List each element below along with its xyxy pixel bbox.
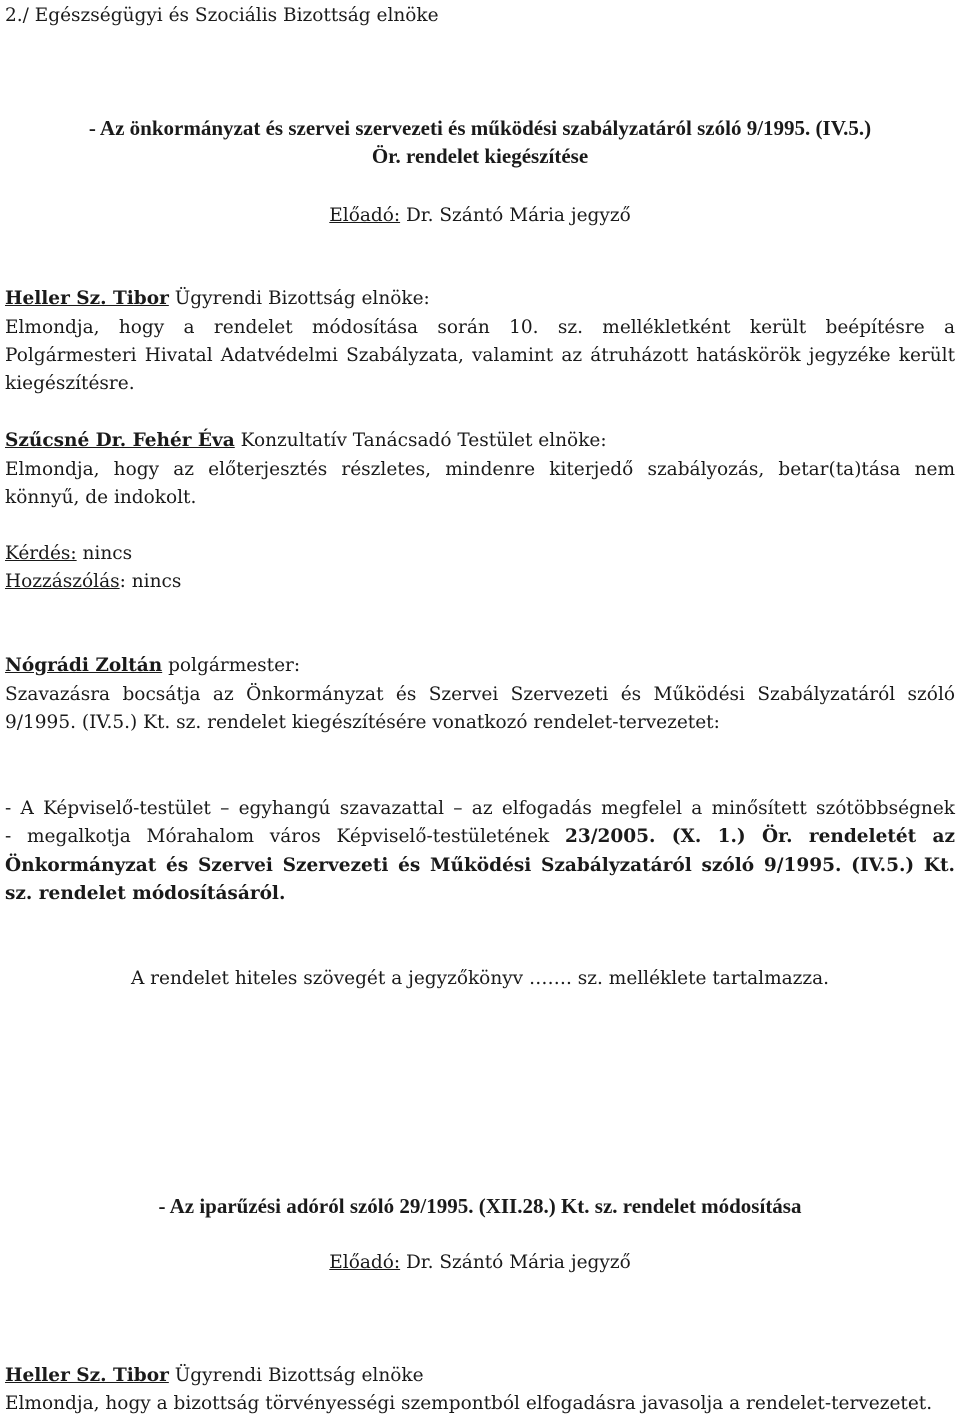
speaker-heading xyxy=(5,284,955,313)
speaker-role: Konzultatív Tanácsadó Testület elnöke: xyxy=(240,430,607,451)
appendix-note: A rendelet hiteles szövegét a jegyzőkönyv ……. sz. melléklete tartalmazza. xyxy=(130,968,830,989)
speaker-role: Ügyrendi Bizottság elnöke xyxy=(174,1365,424,1386)
section-heading-text: 2./ Egészségügyi és Szociális Bizottság elnöke xyxy=(5,5,439,26)
section-heading xyxy=(5,1,955,30)
questions-label: Kérdés: xyxy=(5,543,77,564)
presenter-name: Dr. Szántó Mária jegyző xyxy=(400,205,631,226)
presenter-label: Előadó: xyxy=(329,205,401,226)
comments-value: : nincs xyxy=(119,571,182,592)
presenter-name: Dr. Szántó Mária jegyző xyxy=(400,1252,631,1273)
speaker-name: Heller Sz. Tibor xyxy=(5,1365,169,1386)
speaker-heading xyxy=(5,1361,955,1390)
decision-line: Önkormányzat és Szervei Szervezeti és Működési Szabályzatáról szóló 9/1995. (IV.5.) Kt. xyxy=(5,855,955,876)
speaker-text-line: Polgármesteri Hivatal Adatvédelmi Szabályzata, valamint az átruházott hatáskörök jegyzéke került xyxy=(5,345,955,366)
questions-value: nincs xyxy=(76,543,133,564)
agenda-item-title: - Az iparűzési adóról szóló 29/1995. (XII.28.) Kt. sz. rendelet módosítása xyxy=(158,1194,802,1218)
speaker-name: Heller Sz. Tibor xyxy=(5,288,169,309)
speaker-text-line: kiegészítésre. xyxy=(5,373,135,394)
speaker-heading xyxy=(5,426,955,455)
speaker-text-line: Elmondja, hogy a rendelet módosítása során 10. sz. mellékletként került beépítésre a xyxy=(5,317,955,338)
speaker-text-line: Elmondja, hogy a bizottság törvényességi szempontból elfogadásra javasolja a rendelet-tervezetet. xyxy=(5,1393,933,1414)
speaker-heading xyxy=(5,651,955,680)
presenter-label: Előadó: xyxy=(329,1252,401,1273)
speaker-text-line: Elmondja, hogy az előterjesztés részletes, mindenre kiterjedő szabályozás, betar(ta)tása nem xyxy=(5,459,955,480)
speaker-text-line: 9/1995. (IV.5.) Kt. sz. rendelet kiegészítésére vonatkozó rendelet-tervezetet: xyxy=(5,712,720,733)
speaker-name: Szűcsné Dr. Fehér Éva xyxy=(5,430,235,451)
speaker-name: Nógrádi Zoltán xyxy=(5,655,163,676)
presenter-line xyxy=(5,201,955,230)
speaker-role: Ügyrendi Bizottság elnöke: xyxy=(174,288,430,309)
speaker-text-line: Szavazásra bocsátja az Önkormányzat és Szervei Szervezeti és Működési Szabályzatáról szóló xyxy=(5,684,955,705)
speaker-role: polgármester: xyxy=(168,655,301,676)
questions-line xyxy=(5,539,955,568)
decision-line: - megalkotja Mórahalom város Képviselő-testületének 23/2005. (X. 1.) Ör. rendeletét az xyxy=(5,826,955,847)
decision-line: - A Képviselő-testület – egyhangú szavazattal – az elfogadás megfelel a minősített szótöbbségnek xyxy=(5,798,955,819)
comments-label: Hozzászólás xyxy=(5,571,120,592)
decision-line: sz. rendelet módosításáról. xyxy=(5,883,286,904)
agenda-item-title-line2: Ör. rendelet kiegészítése xyxy=(371,144,589,168)
comments-line xyxy=(5,567,955,596)
presenter-line xyxy=(5,1248,955,1277)
agenda-item-title-line1: - Az önkormányzat és szervei szervezeti és működési szabályzatáról szóló 9/1995. (IV.5.) xyxy=(88,116,872,140)
speaker-text-line: könnyű, de indokolt. xyxy=(5,487,197,508)
